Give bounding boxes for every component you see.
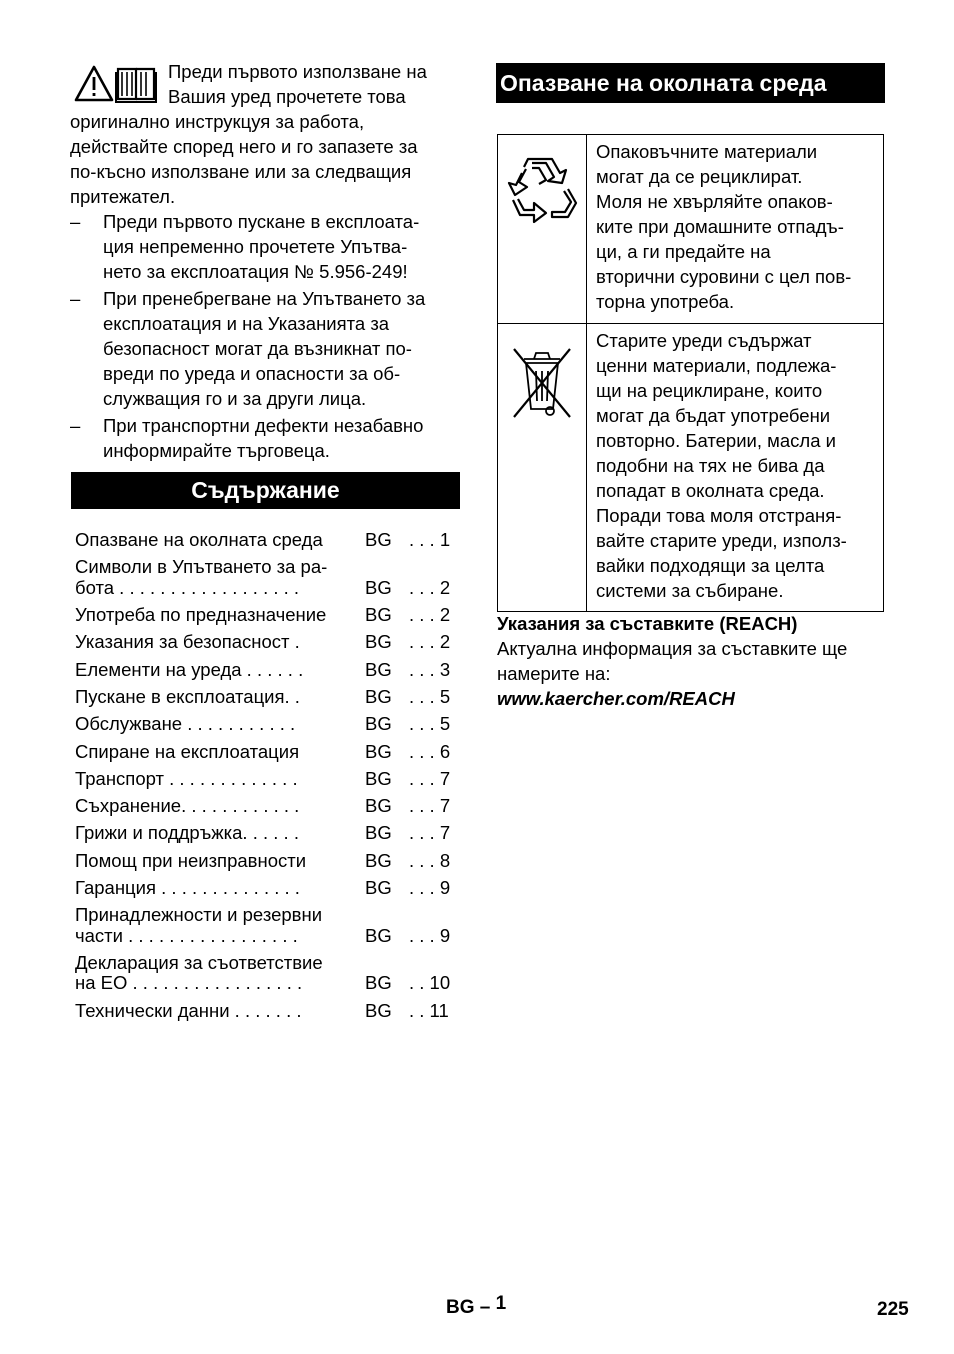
- env-line: Старите уреди съдържат: [596, 330, 812, 351]
- toc-entry-page: . . . 7: [409, 768, 451, 789]
- toc-entry-page: . . . 3: [409, 659, 451, 680]
- bullet-line: ция непременно прочетете Упътва-: [103, 236, 408, 257]
- intro-line: по-късно използване или за следващия: [70, 161, 412, 182]
- env-line: вторични суровини с цел пов-: [596, 266, 852, 287]
- env-line: ките при домашните отпадъ-: [596, 216, 844, 237]
- toc-entry-title: Транспорт . . . . . . . . . . . . .: [75, 768, 298, 789]
- toc-entry-title: Съхранение. . . . . . . . . . . .: [75, 795, 300, 816]
- env-line: могат да бъдат употребени: [596, 405, 831, 426]
- toc-entry-page: . . . 2: [409, 577, 451, 598]
- env-line: Поради това моля отстраня-: [596, 505, 842, 526]
- reach-line: Актуална информация за съставките ще: [497, 638, 848, 659]
- toc-entry-lang: BG: [365, 604, 392, 625]
- toc-entry-page: . . . 7: [409, 795, 451, 816]
- environment-table: [497, 134, 884, 612]
- bullet-line: Преди първото пускане в експлоата-: [103, 211, 420, 232]
- bullet-line: експлоатация и на Указанията за: [103, 313, 390, 334]
- env-line: подобни на тях не бива да: [596, 455, 825, 476]
- warning-triangle-icon: [74, 64, 160, 104]
- toc-entry-title: Принадлежности и резервни: [75, 904, 323, 925]
- environment-heading: Опазване на околната среда: [496, 63, 885, 103]
- toc-entry-title: Декларация за съответствие: [75, 952, 323, 973]
- warning-icons: [74, 64, 160, 104]
- intro-line: Вашия уред прочетете това: [168, 86, 406, 107]
- bullet-dash: –: [70, 415, 81, 436]
- toc-entry-lang: BG: [365, 741, 392, 762]
- toc-entry-title: Опазване на околната среда: [75, 529, 323, 550]
- footer-section-label: [446, 1293, 507, 1319]
- env-line: вайки подходящи за целта: [596, 555, 825, 576]
- bullet-line: информирайте търговеца.: [103, 440, 330, 461]
- toc-entry-title: Помощ при неизправности: [75, 850, 307, 871]
- toc-entry-page: . . 10: [409, 972, 451, 993]
- table-divider: [498, 323, 883, 324]
- env-line: щи на рециклиране, които: [596, 380, 823, 401]
- footer-dash: –: [479, 1297, 491, 1318]
- toc-entry-lang: BG: [365, 768, 392, 789]
- toc-entry-lang: BG: [365, 713, 392, 734]
- bullet-line: безопасност могат да възникнат по-: [103, 338, 412, 359]
- intro-line: оригинално инструкцуя за работа,: [70, 111, 365, 132]
- bullet-dash: –: [70, 211, 81, 232]
- bullet-line: вреди по уреда и опасности за об-: [103, 363, 401, 384]
- toc-entry-page: . . . 9: [409, 877, 451, 898]
- manual-book-icon: [116, 69, 156, 102]
- env-line: Опаковъчните материали: [596, 141, 818, 162]
- bullet-line: При транспортни дефекти незабавно: [103, 415, 424, 436]
- toc-entry-lang: BG: [365, 850, 392, 871]
- reach-link[interactable]: www.kaercher.com/REACH: [497, 688, 735, 709]
- toc-entry-title: Спиране на експлоатация: [75, 741, 300, 762]
- intro-line: действайте според него и го запазете за: [70, 136, 418, 157]
- toc-entry-title: Грижи и поддръжка. . . . . .: [75, 822, 299, 843]
- toc-entry-title: Указания за безопасност .: [75, 631, 300, 652]
- toc-entry-lang: BG: [365, 925, 392, 946]
- footer-lang: BG: [446, 1297, 475, 1318]
- bullet-dash: –: [70, 288, 81, 309]
- toc-entry-lang: BG: [365, 822, 392, 843]
- intro-line: притежател.: [70, 186, 176, 207]
- env-line: вайте старите уреди, използ-: [596, 530, 847, 551]
- toc-entry-page: . . . 6: [409, 741, 451, 762]
- toc-entry-lang: BG: [365, 659, 392, 680]
- toc-entry-lang: BG: [365, 577, 392, 598]
- toc-entry-title: Елементи на уреда . . . . . .: [75, 659, 304, 680]
- crossed-out-wheelie-bin-icon: [510, 345, 574, 421]
- toc-entry-lang: BG: [365, 686, 392, 707]
- toc-entry-title: Гаранция . . . . . . . . . . . . . .: [75, 877, 300, 898]
- toc-entry-page: . . . 9: [409, 925, 451, 946]
- toc-entry-page: . . . 5: [409, 713, 451, 734]
- toc-entry-lang: BG: [365, 529, 392, 550]
- env-line: Моля не хвърляйте опаков-: [596, 191, 833, 212]
- toc-entry-title: Пускане в експлоатация. .: [75, 686, 300, 707]
- reach-line: намерите на:: [497, 663, 611, 684]
- toc-entry-title: Употреба по предназначение: [75, 604, 327, 625]
- toc-entry-page: . . . 2: [409, 631, 451, 652]
- env-line: системи за събиране.: [596, 580, 784, 601]
- toc-entry-page: . . . 1: [409, 529, 451, 550]
- intro-line: Преди първото използване на: [168, 61, 427, 82]
- toc-entry-lang: BG: [365, 1000, 392, 1021]
- toc-heading: Съдържание: [71, 472, 460, 509]
- env-line: попадат в околната среда.: [596, 480, 825, 501]
- bullet-line: служващия го и за други лица.: [103, 388, 367, 409]
- recycling-symbol-icon: [506, 155, 580, 227]
- toc-entry-page: . . . 8: [409, 850, 451, 871]
- reach-title: Указания за съставките (REACH): [497, 613, 798, 634]
- toc-entry-page: . . . 2: [409, 604, 451, 625]
- toc-entry-page: . . . 5: [409, 686, 451, 707]
- toc-entry-title: части . . . . . . . . . . . . . . . . .: [75, 925, 298, 946]
- footer-section-number: 1: [495, 1293, 507, 1314]
- toc-entry-lang: BG: [365, 631, 392, 652]
- toc-entry-title: бота . . . . . . . . . . . . . . . . . .: [75, 577, 300, 598]
- toc-entry-page: . . 11: [409, 1000, 449, 1021]
- env-line: могат да се рециклират.: [596, 166, 803, 187]
- bullet-line: При пренебрегване на Упътването за: [103, 288, 426, 309]
- env-line: повторно. Батерии, масла и: [596, 430, 836, 451]
- env-line: торна употреба.: [596, 291, 735, 312]
- toc-entry-title: Технически данни . . . . . . .: [75, 1000, 302, 1021]
- toc-entry-title: Обслужване . . . . . . . . . . .: [75, 713, 296, 734]
- toc-entry-page: . . . 7: [409, 822, 451, 843]
- toc-entry-title: Символи в Упътването за ра-: [75, 556, 328, 577]
- toc-entry-lang: BG: [365, 972, 392, 993]
- env-line: ци, а ги предайте на: [596, 241, 771, 262]
- toc-entry-lang: BG: [365, 877, 392, 898]
- toc-entry-lang: BG: [365, 795, 392, 816]
- page-number: 225: [877, 1299, 909, 1320]
- toc-entry-title: на ЕО . . . . . . . . . . . . . . . . .: [75, 972, 303, 993]
- env-line: ценни материали, подлежа-: [596, 355, 837, 376]
- bullet-line: нето за експлоатация № 5.956-249!: [103, 261, 408, 282]
- table-divider: [586, 135, 587, 611]
